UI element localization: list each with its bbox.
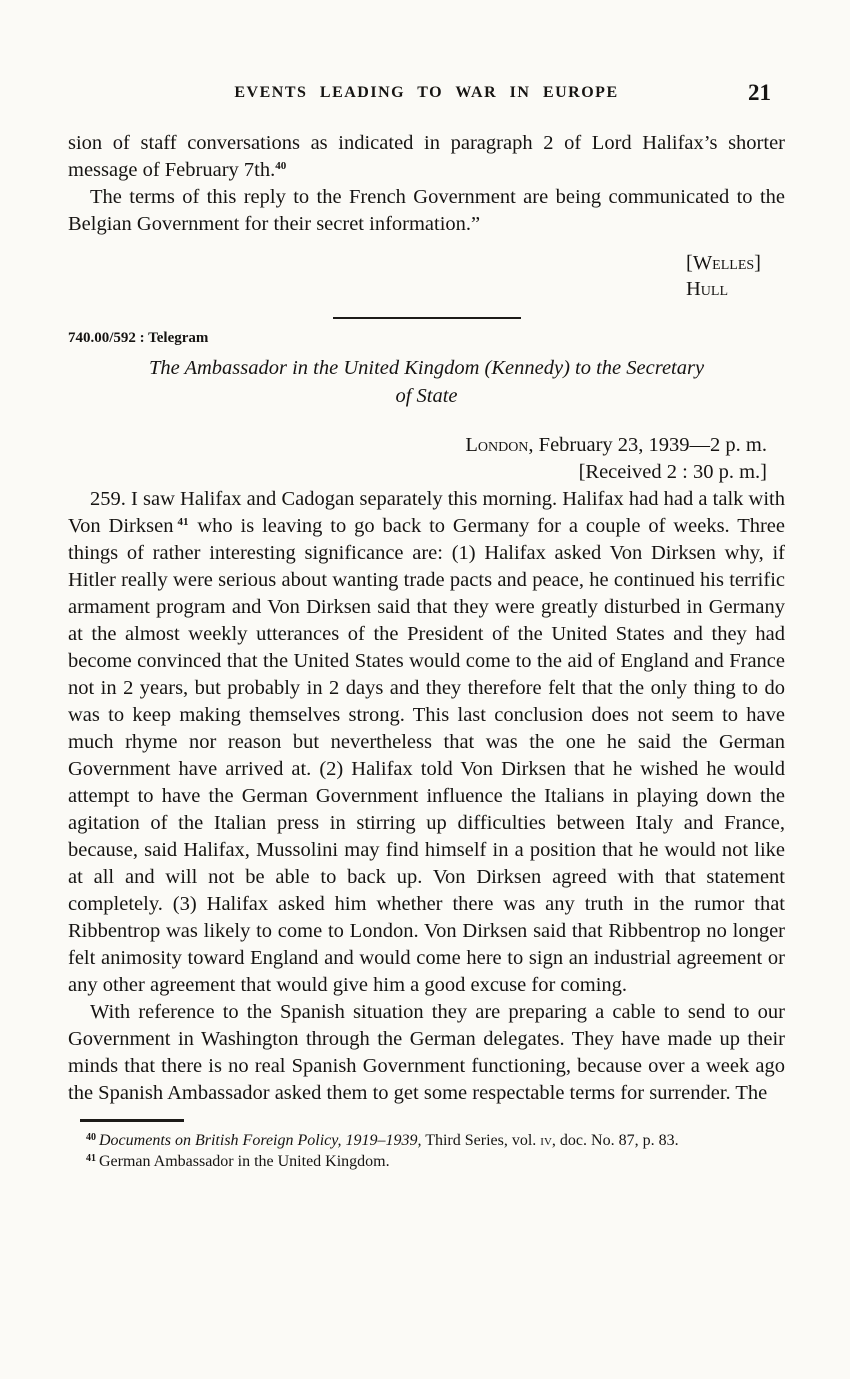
signature-block — [686, 250, 761, 302]
footnote-divider-rule — [80, 1119, 184, 1122]
section-divider-rule — [333, 317, 521, 319]
running-head-title: EVENTS LEADING TO WAR IN EUROPE — [234, 84, 619, 101]
dateline-date: February 23, 1939—2 p. m. — [533, 434, 767, 456]
footnote-41 — [68, 1152, 785, 1173]
document-title-line1: The Ambassador in the United Kingdom (Kennedy) to the Secretary — [148, 357, 705, 379]
footnote-area — [68, 1119, 785, 1172]
paragraph-continuation — [68, 130, 785, 184]
paragraph-spanish: With reference to the Spanish situation they are preparing a cable to send to our Government in Washington through the German delegates. They have made up their minds that there is no real Spanish Government functioning, because over a week ago the Spanish Ambassador asked them to get some respectable terms for surrender. The — [68, 1001, 785, 1104]
file-reference: 740.00/592 : Telegram — [68, 330, 209, 346]
running-head — [68, 80, 785, 110]
footnote-40-marker: 40 — [86, 1132, 96, 1143]
signature-hull: Hull — [686, 278, 729, 300]
paragraph-259-part1: 259. I saw Halifax and Cadogan separately this morning. Halifax had had a talk with Von Dirksen — [68, 488, 785, 537]
footnote-ref-41: 41 — [177, 516, 189, 528]
page-number: 21 — [748, 80, 771, 105]
footnote-ref-40: 40 — [275, 160, 287, 172]
received-line: [Received 2 : 30 p. m.] — [578, 461, 767, 483]
dateline — [68, 432, 785, 459]
paragraph-259-part2: who is leaving to go back to Germany for a couple of weeks. Three things of rather interesting significance are: (1) Halifax asked Von Dirksen why, if Hitler really were serious about wanting trade pacts and peace, he continued his terrific armament program and Von Dirksen said that they were greatly disturbed in Germany at the almost weekly utterances of the President of the United States and they had become convinced that the United States would come to the aid of England and France not in 2 years, but probably in 2 days and they therefore felt that the only thing to do was to keep making themselves strong. This last conclusion does not seem to have much rhyme nor reason but nevertheless that was the one he said the German Government have arrived at. (2) Halifax told Von Dirksen that he wished he would attempt to have the German Government influence the Italians in playing down the agitation of the Italian press in stirring up difficulties between Italy and France, because, said Halifax, Mussolini may find himself in a position that he would not like at all and will not be able to back up. Von Dirksen agreed with that statement completely. (3) Halifax asked him whether there was any truth in the rumor that Ribbentrop was likely to come to London. Von Dirksen said that Ribbentrop no longer felt animosity toward England and would come here to sign an industrial agreement or any other agreement that would give him a good excuse for coming. — [68, 515, 785, 996]
footnote-41-marker: 41 — [86, 1152, 96, 1164]
document-title — [68, 354, 785, 410]
footnote-41-text: German Ambassador in the United Kingdom. — [99, 1152, 390, 1170]
signature-welles: [Welles] — [686, 252, 761, 274]
paragraph-terms: The terms of this reply to the French Government are being communicated to the Belgian Government for their secret information.” — [68, 186, 785, 235]
footnote-40-text-post: , doc. No. 87, p. 83. — [551, 1132, 679, 1149]
paragraph-continuation-text: sion of staff conversations as indicated in paragraph 2 of Lord Halifax’s shorter message of February 7th. — [68, 132, 785, 181]
dateline-place: London, — [465, 434, 534, 456]
document-title-line2: of State — [395, 385, 458, 407]
footnote-40-volume: iv — [540, 1132, 552, 1149]
paragraph-259 — [68, 486, 785, 999]
footnote-40-text-pre: Third Series, vol. — [421, 1132, 541, 1149]
footnote-40-title: Documents on British Foreign Policy, 1919–1939, — [99, 1132, 422, 1149]
footnote-40 — [68, 1131, 785, 1152]
